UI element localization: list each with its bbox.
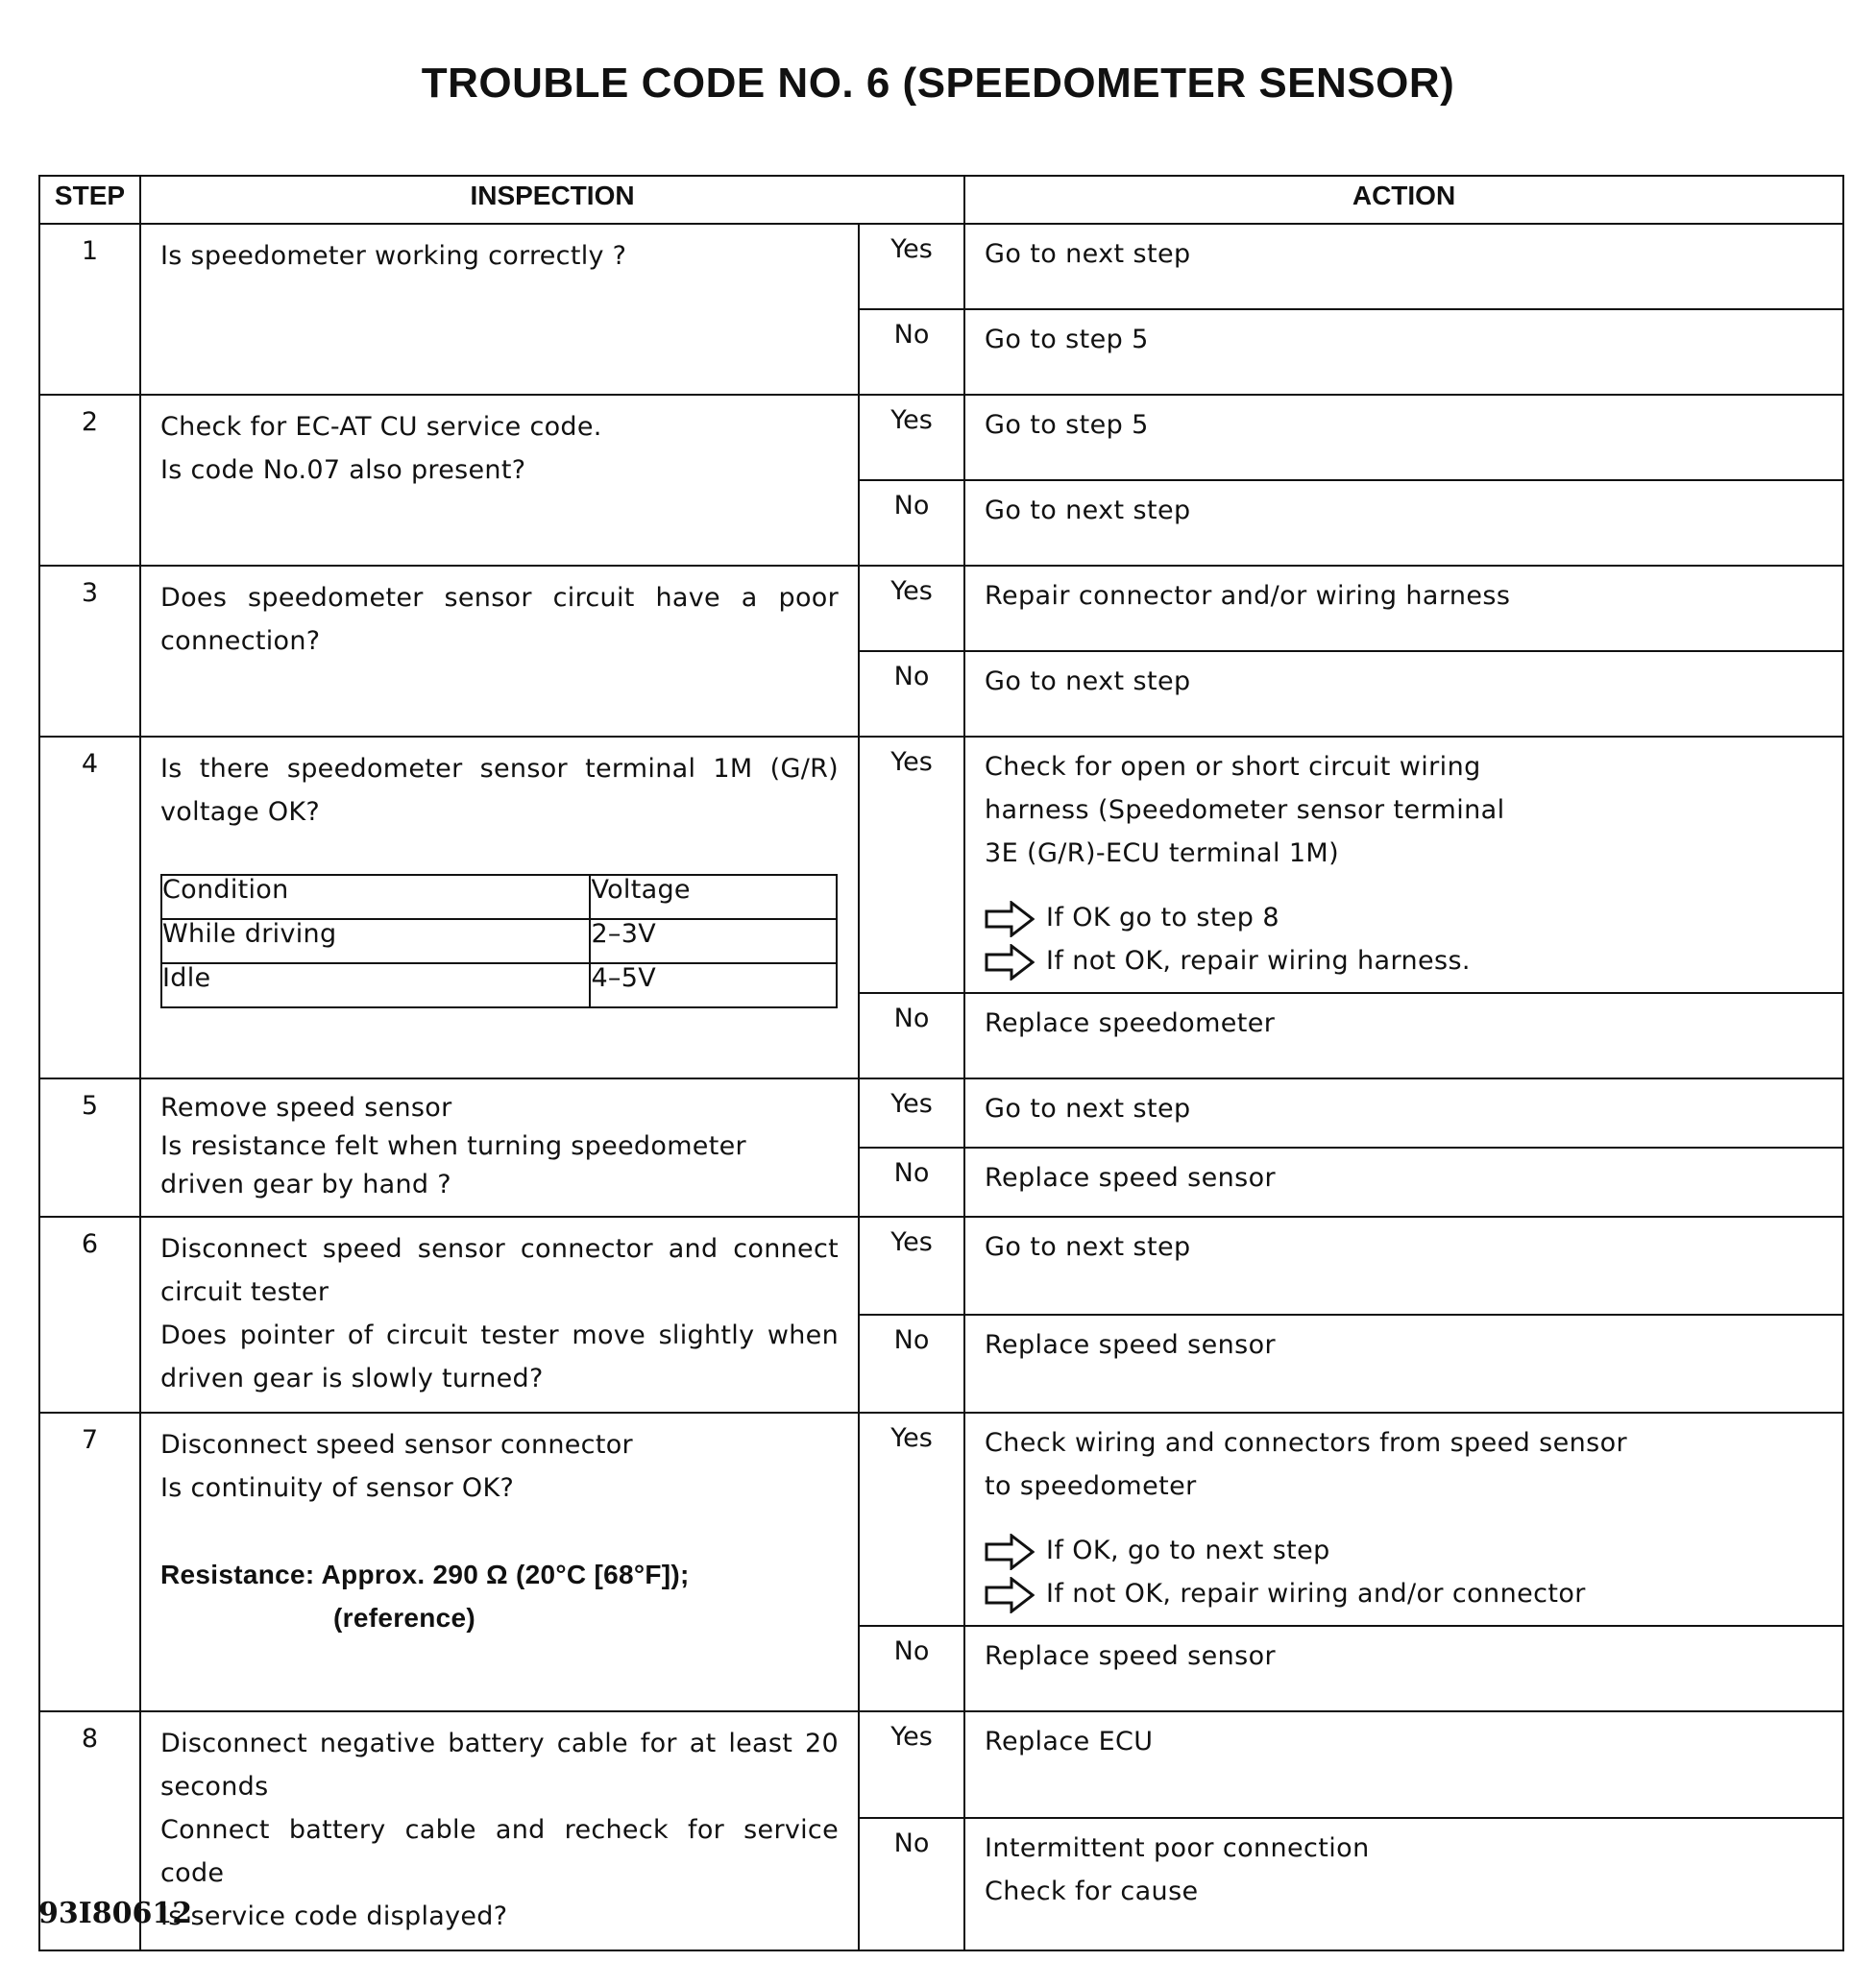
step-6-yes-row xyxy=(39,1217,1843,1315)
inspection-line: Is there speedometer sensor terminal 1M (G/R) voltage OK? xyxy=(160,754,839,827)
right-arrow-icon xyxy=(985,1534,1035,1570)
step-1-no-action xyxy=(964,309,1843,395)
action-line: Go to next step xyxy=(985,239,1191,269)
no-label: No xyxy=(859,993,964,1078)
condition-cell: Idle xyxy=(161,963,590,1007)
no-label: No xyxy=(859,309,964,395)
arrow-text: If not OK, repair wiring and/or connector xyxy=(1046,1579,1586,1609)
action-line: Go to next step xyxy=(985,496,1191,525)
action-line: Replace speed sensor xyxy=(985,1163,1277,1193)
action-line: Replace speedometer xyxy=(985,1008,1276,1038)
step-8-yes-action xyxy=(964,1711,1843,1818)
trouble-code-table xyxy=(38,175,1844,1951)
step-2-yes-action xyxy=(964,395,1843,480)
header-row xyxy=(39,176,1843,224)
step-number: 2 xyxy=(39,395,140,566)
inspection-line: Is code No.07 also present? xyxy=(160,455,526,485)
step-3-yes-action xyxy=(964,566,1843,651)
inspection-line: driven gear by hand ? xyxy=(160,1170,451,1199)
yes-label: Yes xyxy=(859,566,964,651)
action-line: Replace speed sensor xyxy=(985,1641,1277,1671)
condition-header: Condition xyxy=(161,875,590,919)
arrow-text: If OK, go to next step xyxy=(1046,1536,1330,1565)
step-4-inspection xyxy=(140,737,859,1078)
inspection-line: Remove speed sensor xyxy=(160,1093,452,1123)
arrow-text: If OK go to step 8 xyxy=(1046,903,1279,932)
step-7-yes-action xyxy=(964,1413,1843,1626)
yes-label: Yes xyxy=(859,1217,964,1315)
action-line: Go to step 5 xyxy=(985,325,1149,354)
no-label: No xyxy=(859,1818,964,1950)
step-number: 6 xyxy=(39,1217,140,1413)
step-4-no-action xyxy=(964,993,1843,1078)
figure-code: 93I80612 xyxy=(38,1897,193,1930)
right-arrow-icon xyxy=(985,901,1035,937)
inspection-line: Is speedometer working correctly ? xyxy=(160,241,627,271)
condition-voltage-table xyxy=(160,874,838,1008)
step-6-inspection xyxy=(140,1217,859,1413)
inspection-line: Check for EC-AT CU service code. xyxy=(160,412,602,442)
step-3-yes-row xyxy=(39,566,1843,651)
resistance-spec: Resistance: Approx. 290 Ω (20°C [68°F]); xyxy=(160,1560,690,1589)
action-line: Check for open or short circuit wiring xyxy=(985,752,1481,782)
yes-label: Yes xyxy=(859,1711,964,1818)
arrow-text: If not OK, repair wiring harness. xyxy=(1046,946,1471,976)
step-8-yes-row xyxy=(39,1711,1843,1818)
step-header: STEP xyxy=(39,176,140,224)
table-row xyxy=(161,963,837,1007)
action-line: Check for cause xyxy=(985,1877,1199,1907)
step-1-yes-action xyxy=(964,224,1843,309)
right-arrow-icon xyxy=(985,944,1035,981)
inspection-line: Disconnect speed sensor connector xyxy=(160,1430,633,1460)
voltage-cell: 4–5V xyxy=(590,963,837,1007)
action-line: to speedometer xyxy=(985,1471,1197,1501)
action-line: Check wiring and connectors from speed sensor xyxy=(985,1428,1627,1458)
inspection-line: Connect battery cable and recheck for service code xyxy=(160,1815,839,1888)
action-line: Go to next step xyxy=(985,1094,1191,1124)
action-header: ACTION xyxy=(964,176,1843,224)
step-1-yes-row xyxy=(39,224,1843,309)
yes-label: Yes xyxy=(859,1413,964,1626)
no-label: No xyxy=(859,1626,964,1711)
step-number: 5 xyxy=(39,1078,140,1217)
inspection-header: INSPECTION xyxy=(140,176,964,224)
action-line: Go to next step xyxy=(985,1232,1191,1262)
step-8-no-action xyxy=(964,1818,1843,1950)
yes-label: Yes xyxy=(859,224,964,309)
step-3-inspection xyxy=(140,566,859,737)
yes-label: Yes xyxy=(859,737,964,993)
right-arrow-icon xyxy=(985,1577,1035,1613)
step-2-yes-row xyxy=(39,395,1843,480)
step-number: 3 xyxy=(39,566,140,737)
no-label: No xyxy=(859,1148,964,1217)
action-line: Replace ECU xyxy=(985,1727,1154,1756)
condition-cell: While driving xyxy=(161,919,590,963)
step-5-no-action xyxy=(964,1148,1843,1217)
action-line: Intermittent poor connection xyxy=(985,1833,1370,1864)
yes-label: Yes xyxy=(859,1078,964,1148)
inspection-line: Is resistance felt when turning speedometer xyxy=(160,1131,746,1161)
step-number: 1 xyxy=(39,224,140,395)
step-7-no-action xyxy=(964,1626,1843,1711)
inspection-line: Is service code displayed? xyxy=(160,1901,508,1931)
step-number: 8 xyxy=(39,1711,140,1950)
step-4-yes-action xyxy=(964,737,1843,993)
step-4-yes-row xyxy=(39,737,1843,993)
action-line: Repair connector and/or wiring harness xyxy=(985,581,1511,611)
action-line: Go to next step xyxy=(985,666,1191,696)
no-label: No xyxy=(859,480,964,566)
arrow-item xyxy=(985,1529,1823,1572)
action-line: 3E (G/R)-ECU terminal 1M) xyxy=(985,838,1340,868)
yes-label: Yes xyxy=(859,395,964,480)
step-2-no-action xyxy=(964,480,1843,566)
table-row xyxy=(161,919,837,963)
inspection-line: Does speedometer sensor circuit have a poor connection? xyxy=(160,583,839,656)
arrow-item xyxy=(985,939,1823,982)
voltage-cell: 2–3V xyxy=(590,919,837,963)
step-6-yes-action xyxy=(964,1217,1843,1315)
arrow-item xyxy=(985,1572,1823,1615)
page-title: TROUBLE CODE NO. 6 (SPEEDOMETER SENSOR) xyxy=(421,60,1455,107)
step-6-no-action xyxy=(964,1315,1843,1413)
step-5-yes-row xyxy=(39,1078,1843,1148)
no-label: No xyxy=(859,1315,964,1413)
step-8-inspection xyxy=(140,1711,859,1950)
step-1-inspection xyxy=(140,224,859,395)
voltage-header: Voltage xyxy=(590,875,837,919)
step-5-inspection xyxy=(140,1078,859,1217)
step-7-inspection xyxy=(140,1413,859,1711)
step-2-inspection xyxy=(140,395,859,566)
step-number: 4 xyxy=(39,737,140,1078)
step-5-yes-action xyxy=(964,1078,1843,1148)
inspection-line: Does pointer of circuit tester move slightly when driven gear is slowly turned? xyxy=(160,1320,839,1393)
action-line: harness (Speedometer sensor terminal xyxy=(985,795,1505,825)
step-3-no-action xyxy=(964,651,1843,737)
inspection-line: Disconnect speed sensor connector and connect circuit tester xyxy=(160,1234,839,1307)
no-label: No xyxy=(859,651,964,737)
reference-note: (reference) xyxy=(333,1603,476,1633)
inspection-line: Is continuity of sensor OK? xyxy=(160,1473,515,1503)
step-7-yes-row xyxy=(39,1413,1843,1626)
arrow-item xyxy=(985,896,1823,939)
action-line: Go to step 5 xyxy=(985,410,1149,440)
step-number: 7 xyxy=(39,1413,140,1711)
action-line: Replace speed sensor xyxy=(985,1330,1277,1360)
inspection-line: Disconnect negative battery cable for at least 20 seconds xyxy=(160,1729,839,1802)
